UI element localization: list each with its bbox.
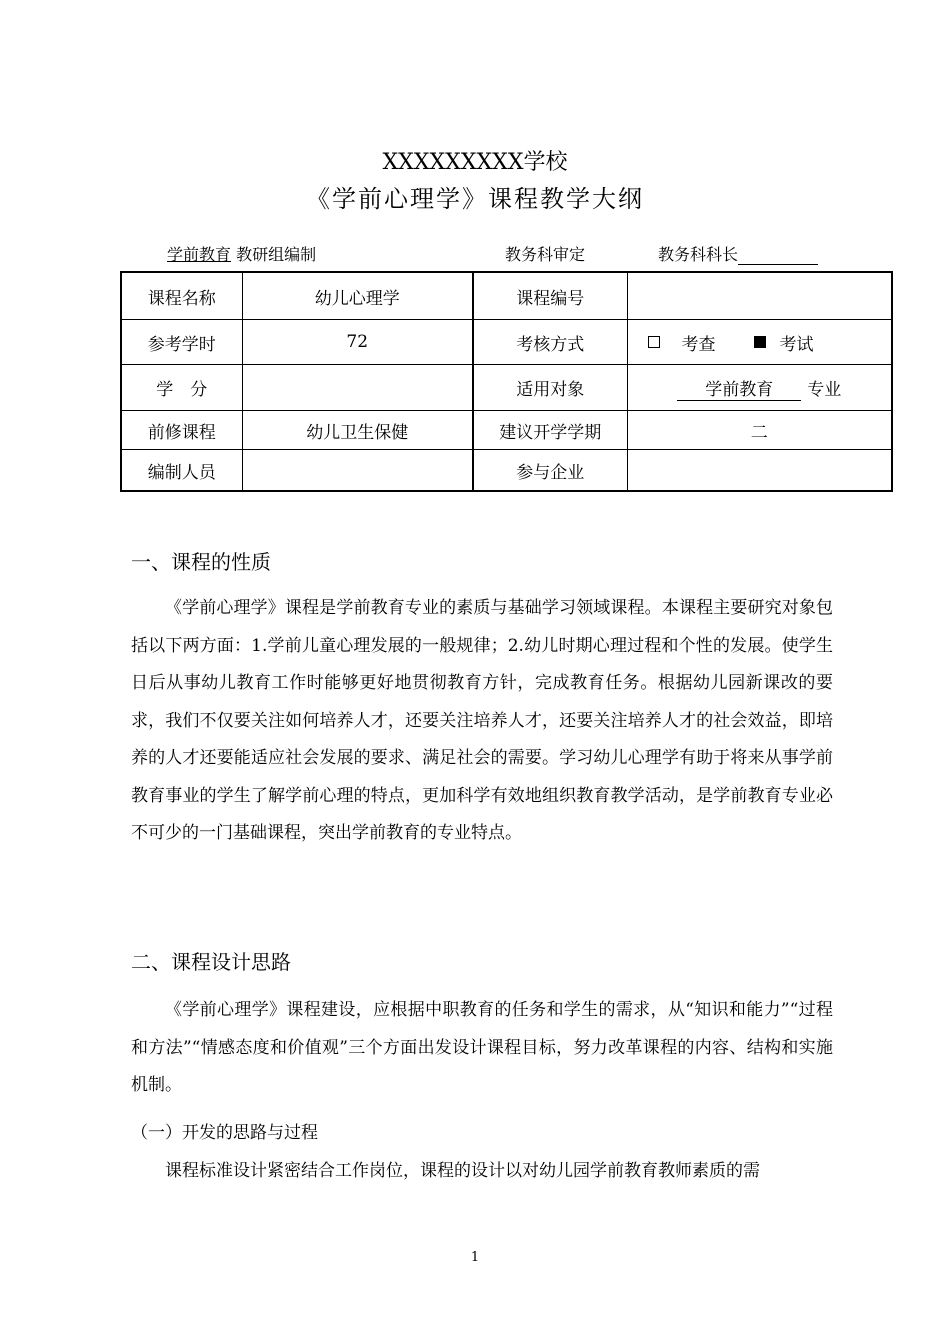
option-exam-check: 考查 (681, 334, 716, 355)
credit-value (242, 365, 473, 411)
chief-label: 教务科科长 (658, 245, 739, 264)
prereq-value: 幼儿卫生保健 (242, 411, 473, 450)
prereq-label: 前修课程 (121, 411, 242, 450)
course-info-table (120, 271, 893, 492)
sub-heading-development: （一）开发的思路与过程 (131, 1123, 318, 1143)
section-paragraph-design: 《学前心理学》课程建设，应根据中职教育的任务和学生的需求，从“知识和能力”“过程和方法”“情感态度和价值观”三个方面出发设计课程目标，努力改革课程的内容、结构和实施机制。 (131, 1000, 833, 1095)
hours-value: 72 (242, 320, 473, 365)
course-name-value: 幼儿心理学 (242, 272, 473, 320)
group-name: 学前教育 (167, 245, 232, 264)
course-code-value (627, 272, 892, 320)
table-row (121, 272, 892, 320)
table-row (121, 365, 892, 411)
chief-signature (658, 245, 818, 265)
checkbox-empty-icon[interactable] (648, 336, 660, 348)
target-suffix: 专业 (807, 379, 842, 400)
group-suffix: 教研组编制 (236, 245, 317, 264)
checkbox-filled-icon[interactable] (754, 336, 766, 348)
school-name: XXXXXXXXX学校 (382, 150, 568, 175)
section-paragraph-nature: 《学前心理学》课程是学前教育专业的素质与基础学习领域课程。本课程主要研究对象包括以下两方面：1.学前儿童心理发展的一般规律；2.幼儿时期心理过程和个性的发展。使学生日后从事幼儿教育工作时能够更好地贯彻教育方针，完成教育任务。根据幼儿园新课改的要求，我们不仅要关注如何培养人才，还要关注培养人才，还要关注培养人才的社会效益，即培养的人才还要能适应社会发展的要求、满足社会的需要。学习幼儿心理学有助于将来从事学前教育事业的学生了解学前心理的特点，更加科学有效地组织教育教学活动，是学前教育专业必不可少的一门基础课程，突出学前教育的专业特点。 (131, 598, 833, 843)
page-number: 1 (470, 1250, 480, 1265)
semester-label: 建议开学学期 (473, 411, 627, 450)
assessment-options (627, 320, 892, 365)
enterprise-value (627, 450, 892, 492)
target-label: 适用对象 (473, 365, 627, 411)
enterprise-label: 参与企业 (473, 450, 627, 492)
target-value (627, 365, 892, 411)
semester-value: 二 (627, 411, 892, 450)
document-title: 《学前心理学》课程教学大纲 (306, 185, 644, 213)
option-exam: 考试 (779, 334, 814, 355)
sub-paragraph-development: 课程标准设计紧密结合工作岗位，课程的设计以对幼儿园学前教育教师素质的需 (165, 1161, 760, 1181)
course-code-label: 课程编号 (473, 272, 627, 320)
assessment-label: 考核方式 (473, 320, 627, 365)
table-row (121, 450, 892, 492)
course-name-label: 课程名称 (121, 272, 242, 320)
author-label: 编制人员 (121, 450, 242, 492)
hours-label: 参考学时 (121, 320, 242, 365)
review-label: 教务科审定 (505, 245, 586, 264)
author-value (242, 450, 473, 492)
table-row (121, 411, 892, 450)
signature-line (738, 246, 818, 265)
section-heading-nature: 一、课程的性质 (131, 550, 271, 574)
section-heading-design: 二、课程设计思路 (131, 950, 291, 974)
table-row (121, 320, 892, 365)
credit-label: 学 分 (121, 365, 242, 411)
target-major: 学前教育 (677, 375, 801, 401)
editor-group (167, 245, 316, 265)
